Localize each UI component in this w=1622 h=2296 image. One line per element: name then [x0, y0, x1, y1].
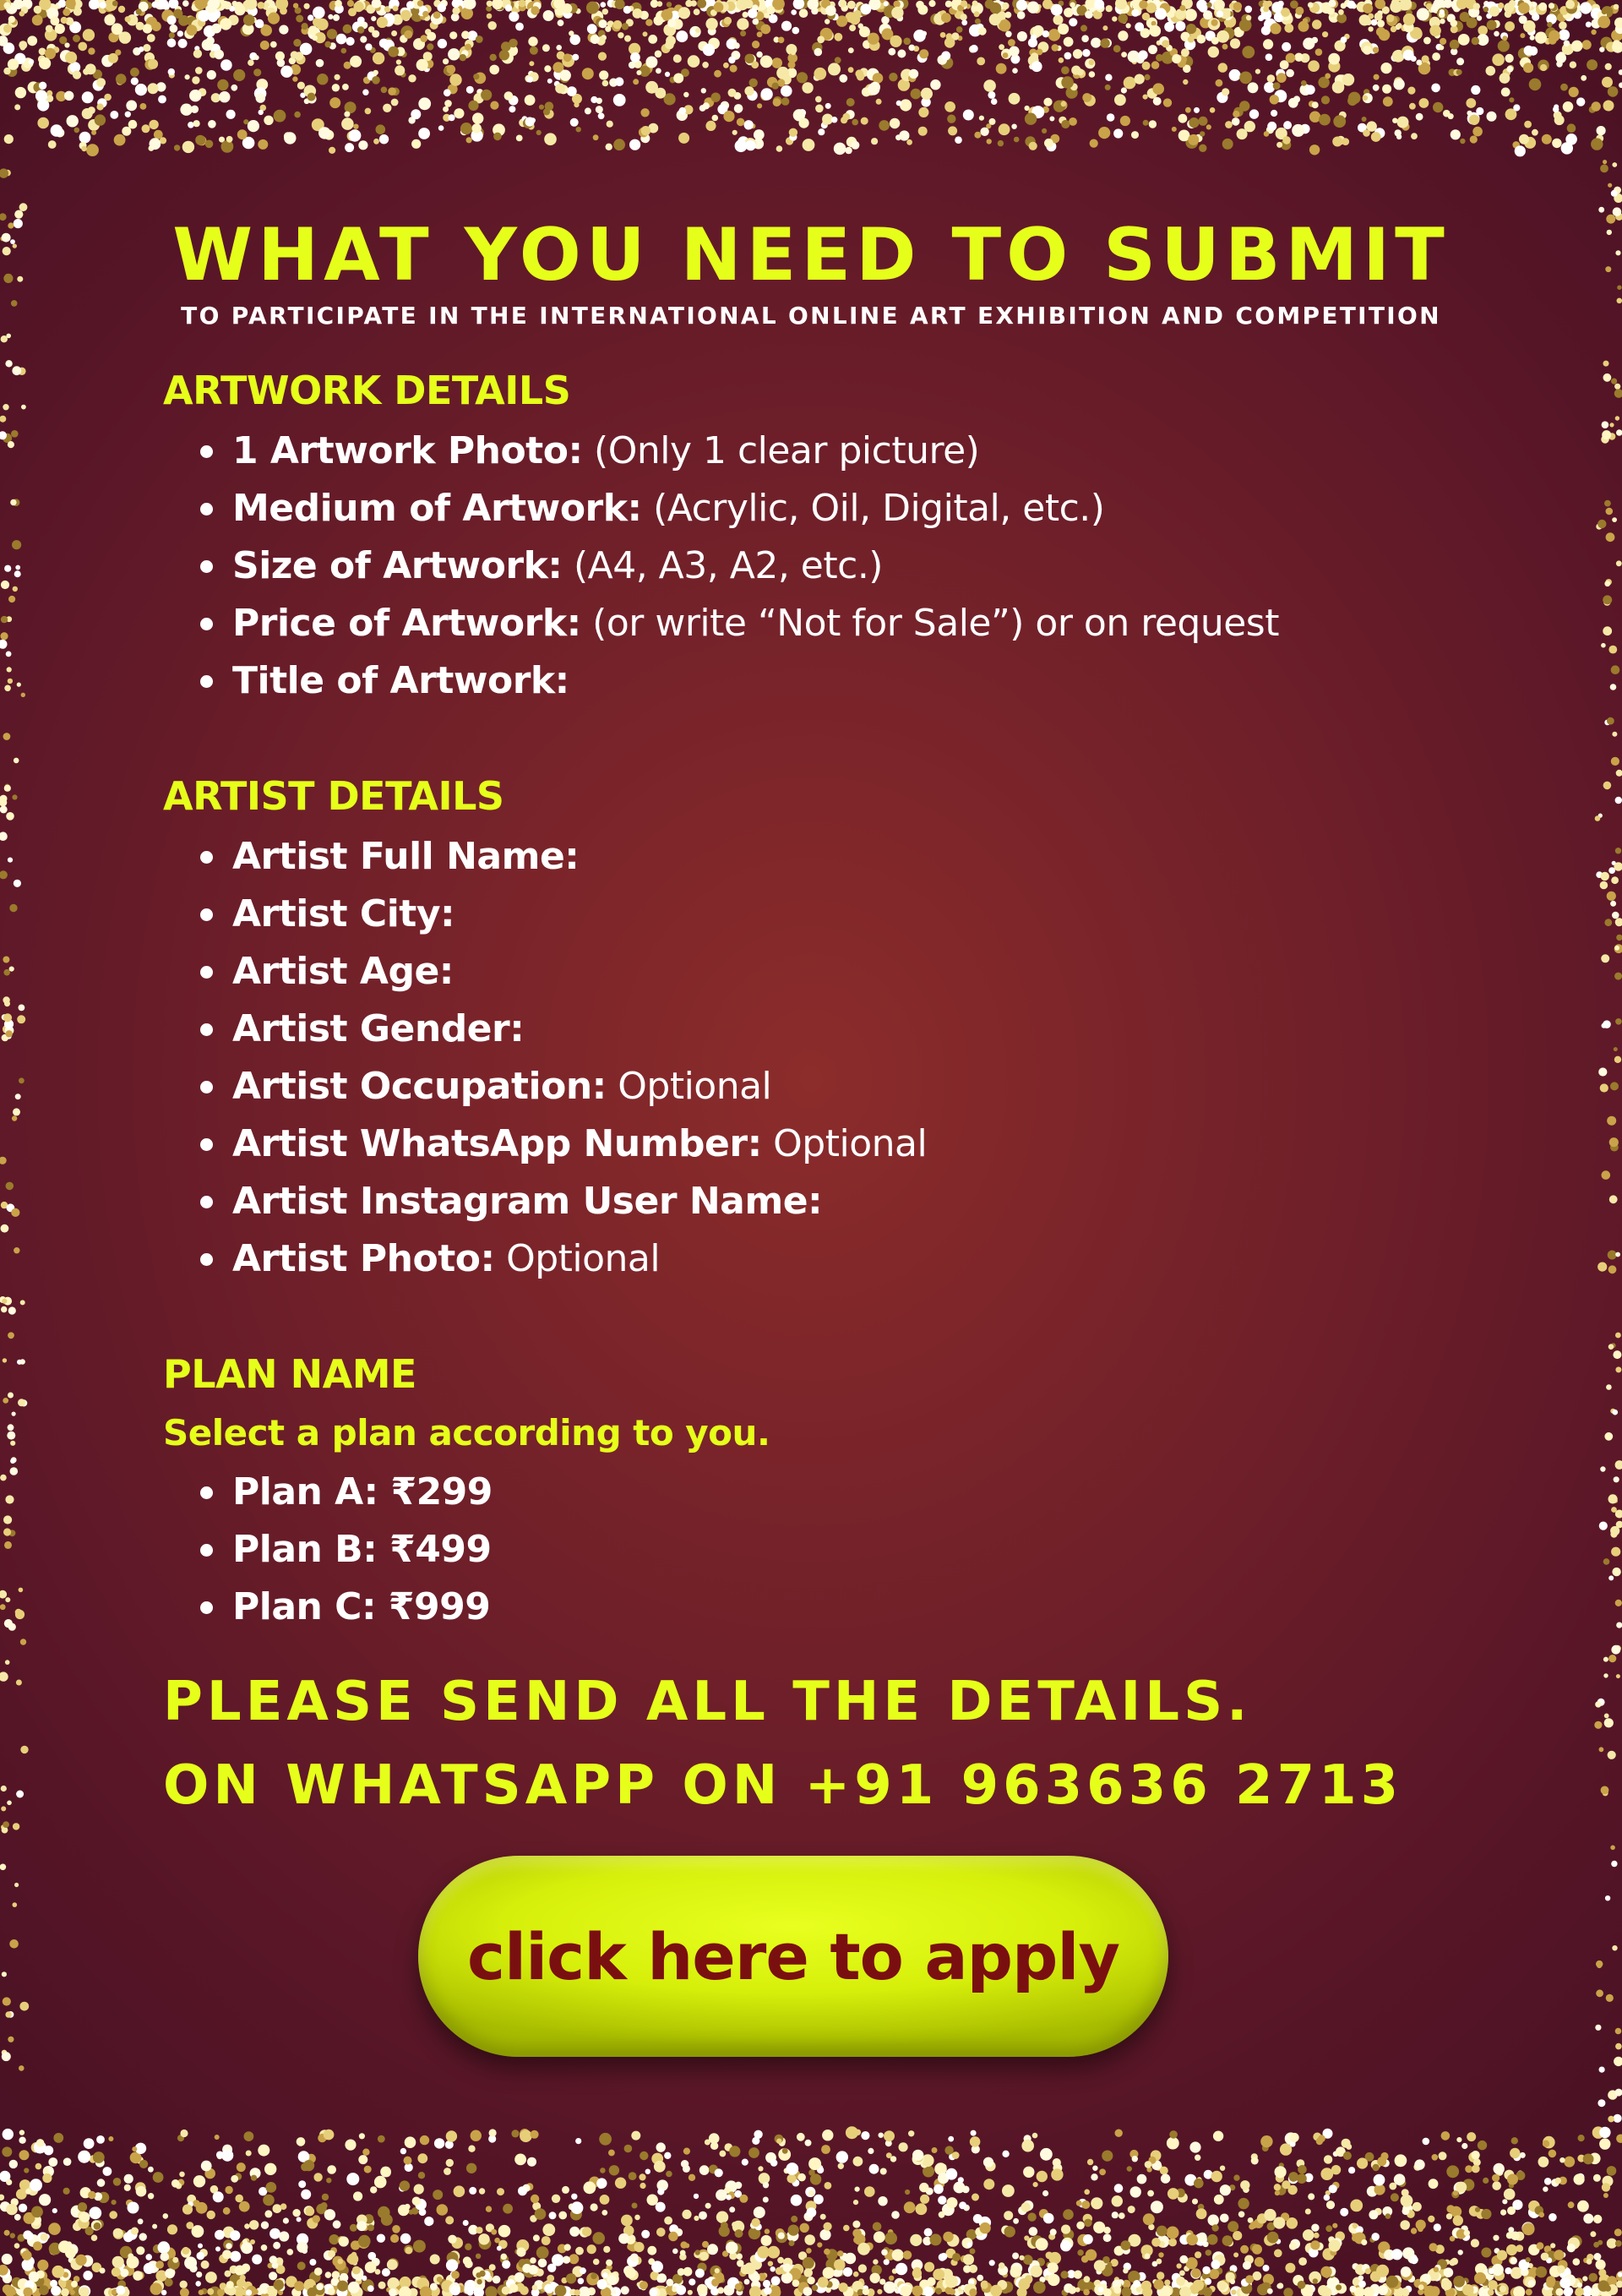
apply-button[interactable]: click here to apply [418, 1856, 1168, 2057]
plan-item-c [163, 1579, 493, 1636]
item-label: Title of Artwork: [232, 659, 569, 702]
plan-label: Plan B: ₹499 [232, 1528, 492, 1571]
plan-item-a [163, 1464, 493, 1521]
item-label: Size of Artwork: [232, 544, 563, 587]
list-item [163, 1115, 927, 1173]
page-subtitle: TO PARTICIPATE IN THE INTERNATIONAL ONLINE ART EXHIBITION AND COMPETITION [181, 302, 1441, 330]
list-item [163, 1001, 927, 1058]
item-label: Artist Occupation: [232, 1065, 607, 1108]
item-label: Artist Photo: [232, 1237, 495, 1280]
item-label: Artist Age: [232, 950, 454, 993]
contact-line-1: PLEASE SEND ALL THE DETAILS. [163, 1671, 1252, 1733]
item-value: Optional [494, 1237, 661, 1280]
plan-item-b [163, 1521, 493, 1579]
list-item [163, 828, 927, 886]
item-label: Medium of Artwork: [232, 487, 642, 530]
plan-label: Plan A: ₹299 [232, 1470, 493, 1513]
list-item [163, 537, 1279, 595]
item-label: 1 Artwork Photo: [232, 429, 583, 472]
item-label: Artist Full Name: [232, 835, 580, 878]
item-label: Artist WhatsApp Number: [232, 1122, 762, 1165]
list-item [163, 943, 927, 1001]
artist-details-heading: ARTIST DETAILS [163, 773, 504, 819]
item-label: Artist City: [232, 892, 455, 935]
item-label: Price of Artwork: [232, 602, 581, 645]
list-item [163, 886, 927, 943]
item-label: Artist Gender: [232, 1007, 525, 1050]
plan-name-heading: PLAN NAME [163, 1351, 416, 1397]
list-item [163, 423, 1279, 480]
list-item [163, 652, 1279, 710]
page-title: WHAT YOU NEED TO SUBMIT [172, 213, 1450, 297]
artwork-details-list [163, 423, 1279, 710]
plan-label: Plan C: ₹999 [232, 1585, 491, 1628]
item-value: Optional [761, 1122, 928, 1165]
item-value: (A4, A3, A2, etc.) [562, 544, 883, 587]
item-value: (or write “Not for Sale”) or on request [580, 602, 1279, 645]
item-value: Optional [606, 1065, 772, 1108]
list-item [163, 1058, 927, 1115]
artist-details-list [163, 828, 927, 1288]
list-item [163, 480, 1279, 537]
contact-line-2: ON WHATSAPP ON +91 963636 2713 [163, 1754, 1403, 1817]
item-value: (Only 1 clear picture) [582, 429, 980, 472]
artwork-details-heading: ARTWORK DETAILS [163, 368, 571, 413]
list-item [163, 595, 1279, 652]
plan-list [163, 1464, 493, 1636]
item-value: (Acrylic, Oil, Digital, etc.) [641, 487, 1105, 530]
list-item [163, 1230, 927, 1288]
plan-note: Select a plan according to you. [163, 1412, 770, 1453]
list-item [163, 1173, 927, 1230]
item-label: Artist Instagram User Name: [232, 1180, 823, 1223]
